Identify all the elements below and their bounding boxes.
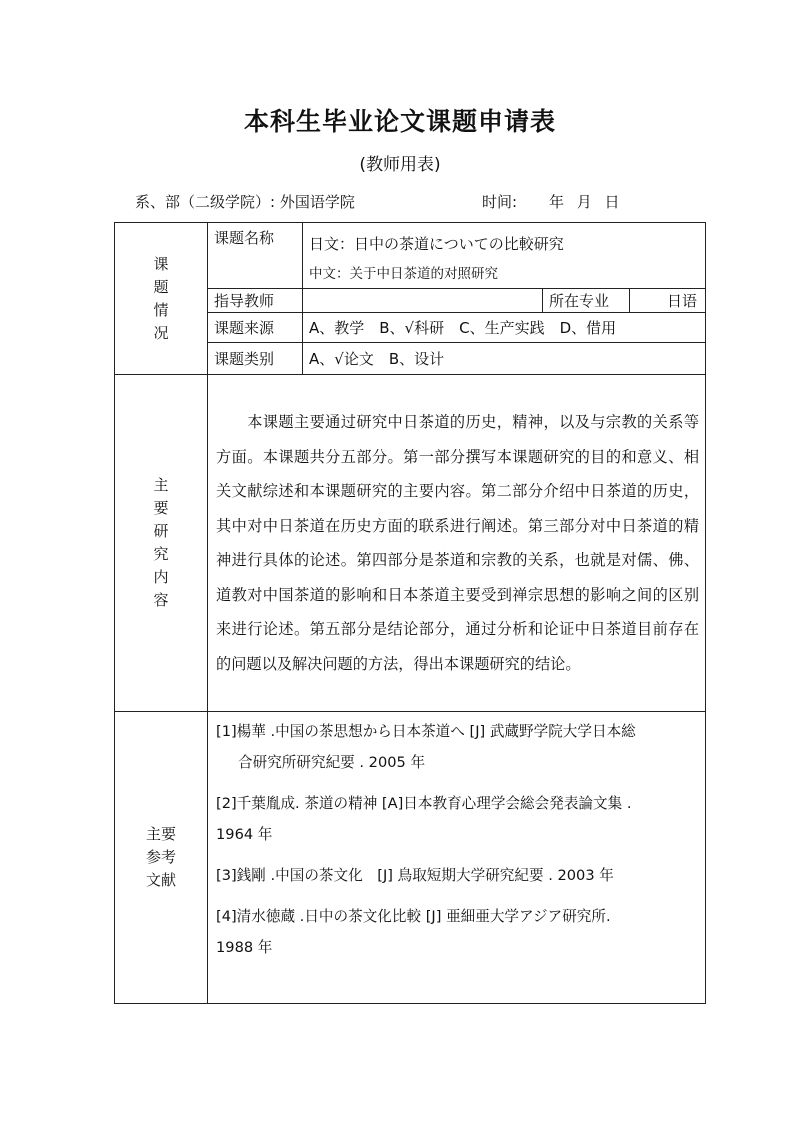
major-label: 所在专业 — [543, 289, 630, 313]
side-char: 究 — [153, 545, 169, 563]
reference-line: [4]清水徳蔵 .日中の茶文化比較 [J] 亜細亜大学アジア研究所. — [216, 908, 611, 925]
topic-name-label-text: 课题名称 — [214, 229, 275, 247]
topic-name-value — [303, 223, 706, 289]
reference-line: [3]銭剛 .中国の茶文化 [J] 鳥取短期大学研究紀要 . 2003 年 — [216, 867, 614, 884]
advisor-label: 指导教师 — [208, 289, 303, 313]
references-list — [208, 712, 706, 1004]
topic-name-japanese: 日文：日中の茶道についての比較研究 — [309, 235, 564, 253]
side-char: 况 — [153, 323, 169, 342]
side-char: 容 — [153, 591, 169, 609]
reference-item — [216, 860, 699, 891]
side-char: 主 — [153, 476, 169, 494]
side-char: 要 — [153, 499, 169, 517]
content-side-label — [115, 375, 208, 712]
department-text: 系、部（二级学院）: 外国语学院 — [135, 193, 355, 211]
research-content-text: 本课题主要通过研究中日茶道的历史，精神，以及与宗教的关系等方面。本课题共分五部分。第一部分撰写本课题研究的目的和意义、相关文献综述和本课题研究的主要内容。第二部分介绍中日茶道的历史，其中对中日茶道在历史方面的联系进行阐述。第三部分对中日茶道的精神进行具体的论述。第四部分是茶道和宗教的关系，也就是对儒、佛、道教对中国茶道的影响和日本茶道主要受到禅宗思想的影响之间的区别来进行论述。第五部分是结论部分，通过分析和论证中日茶道目前存在的问题以及解决问题的方法，得出本课题研究的结论。 — [208, 375, 706, 712]
reference-line: 1988 年 — [216, 939, 273, 956]
major-value: 日语 — [630, 289, 706, 313]
meta-row — [135, 191, 695, 215]
side-char: 内 — [153, 568, 169, 586]
date-units: 年 月 日 — [549, 193, 620, 211]
reference-item — [216, 716, 699, 778]
application-form-table — [114, 222, 706, 1004]
reference-line: [2]千葉胤成. 茶道の精神 [A]日本教育心理学会総会発表論文集 . — [216, 795, 632, 812]
source-value: A、教学 B、√科研 C、生产实践 D、借用 — [303, 313, 706, 343]
side-label-line: 主要 — [145, 825, 176, 843]
page-title: 本科生毕业论文课题申请表 — [243, 107, 556, 136]
advisor-value — [303, 289, 543, 313]
topic-name-chinese: 中文：关于中日茶道的对照研究 — [309, 266, 498, 282]
topic-name-label — [208, 223, 303, 289]
side-label-line: 文献 — [145, 871, 176, 889]
topic-side-label — [115, 223, 208, 375]
reference-item — [216, 788, 699, 850]
reference-item — [216, 901, 699, 963]
type-value: A、√论文 B、设计 — [303, 343, 706, 375]
side-label-line: 参考 — [145, 848, 176, 866]
page-subtitle: (教师用表) — [359, 155, 441, 175]
reference-line: 合研究所研究紀要 . 2005 年 — [238, 754, 426, 771]
type-label: 课题类别 — [208, 343, 303, 375]
reference-line: 1964 年 — [216, 826, 273, 843]
source-label: 课题来源 — [208, 313, 303, 343]
time-label: 时间: — [482, 193, 518, 211]
references-row — [115, 712, 706, 1004]
side-char: 情 — [153, 300, 169, 319]
side-char: 研 — [153, 522, 169, 540]
content-row — [115, 375, 706, 712]
reference-line: [1]楊華 .中国の茶思想から日本茶道へ [J] 武蔵野学院大学日本総 — [216, 723, 636, 740]
side-char: 课 — [153, 254, 169, 273]
topic-name-row — [115, 223, 706, 289]
side-char: 题 — [153, 277, 169, 296]
references-side-label — [115, 712, 208, 1004]
